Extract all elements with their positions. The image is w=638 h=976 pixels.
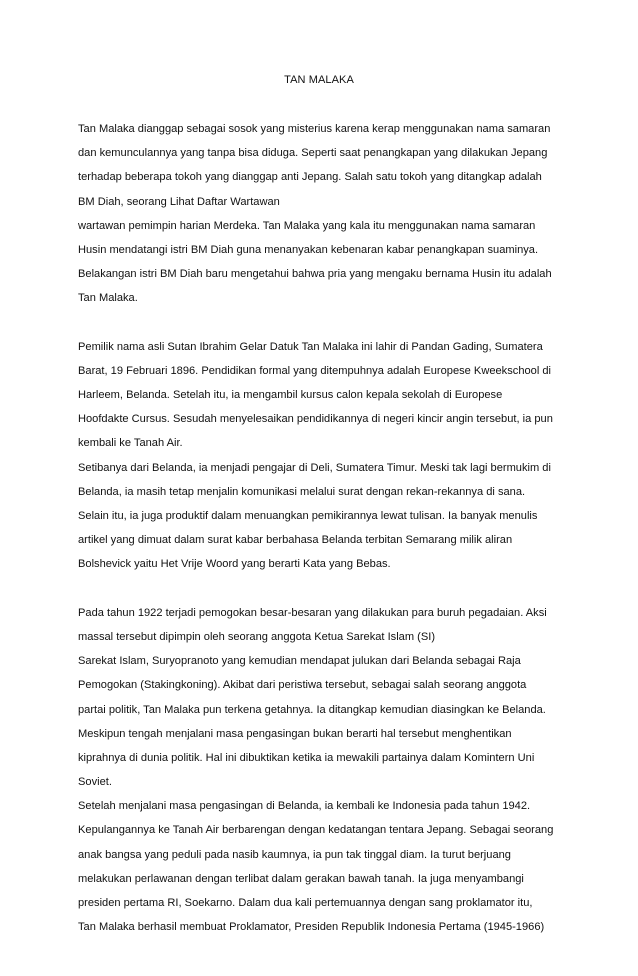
- text-line: Barat, 19 Februari 1896. Pendidikan formal yang ditempuhnya adalah Europese Kweekschool di: [78, 364, 552, 377]
- text-line: melakukan perlawanan dengan terlibat dalam gerakan bawah tanah. Ia juga menyambangi: [78, 872, 524, 885]
- text-line: terhadap beberapa tokoh yang dianggap anti Jepang. Salah satu tokoh yang ditangkap adalah: [78, 171, 542, 184]
- text-line: Kepulangannya ke Tanah Air berbarengan dengan kedatangan tentara Jepang. Sebagai seorang: [78, 824, 554, 837]
- text-line: Tan Malaka.: [78, 292, 138, 305]
- text-line: Soviet.: [78, 776, 112, 789]
- text-line: Tan Malaka dianggap sebagai sosok yang misterius karena kerap menggunakan nama samaran: [78, 123, 551, 135]
- text-line: anak bangsa yang peduli pada nasib kaumnya, ia pun tak tinggal diam. Ia turut berjuang: [78, 848, 511, 861]
- paragraph-3: [78, 601, 570, 940]
- text-line: artikel yang dimuat dalam surat kabar berbahasa Belanda terbitan Semarang milik aliran: [78, 534, 513, 547]
- text-line: wartawan pemimpin harian Merdeka. Tan Malaka yang kala itu menggunakan nama samaran: [78, 219, 536, 232]
- text-line: BM Diah, seorang Lihat Daftar Wartawan: [78, 195, 280, 208]
- text-line: Belanda, ia masih tetap menjalin komunikasi melalui surat dengan rekan-rekannya di sana.: [78, 485, 526, 498]
- paragraph-2: [78, 335, 570, 577]
- text-line: Setelah menjalani masa pengasingan di Belanda, ia kembali ke Indonesia pada tahun 1942.: [78, 800, 531, 813]
- text-line: Hoofdakte Cursus. Sesudah menyelesaikan pendidikannya di negeri kincir angin tersebut, ia pun: [78, 413, 553, 426]
- text-line: kiprahnya di dunia politik. Hal ini dibuktikan ketika ia mewakili partainya dalam Komintern Uni: [78, 751, 535, 764]
- text-line: Belakangan istri BM Diah baru mengetahui bahwa pria yang mengaku bernama Husin itu adalah: [78, 268, 552, 281]
- text-line: Meskipun tengah menjalani masa pengasingan bukan berarti hal tersebut menghentikan: [78, 727, 512, 740]
- paragraph-spacer: [78, 311, 570, 335]
- text-line: partai politik, Tan Malaka pun terkena getahnya. Ia ditangkap kemudian diasingkan ke Belanda.: [78, 703, 546, 716]
- paragraph-1: [78, 117, 570, 311]
- document-title: TAN MALAKA: [284, 74, 354, 86]
- text-line: dan kemunculannya yang tanpa bisa diduga. Seperti saat penangkapan yang dilakukan Jepang: [78, 147, 548, 160]
- paragraph-spacer: [78, 577, 570, 601]
- text-line: Harleem, Belanda. Setelah itu, ia mengambil kursus calon kepala sekolah di Europese: [78, 389, 503, 402]
- text-line: Selain itu, ia juga produktif dalam menuangkan pemikirannya lewat tulisan. Ia banyak menulis: [78, 510, 538, 522]
- document-body: [78, 117, 570, 939]
- text-line: Husin mendatangi istri BM Diah guna menanyakan kebenaran kabar penangkapan suaminya.: [78, 243, 539, 256]
- text-line: kembali ke Tanah Air.: [78, 437, 183, 450]
- text-line: massal tersebut dipimpin oleh seorang anggota Ketua Sarekat Islam (SI): [78, 630, 436, 643]
- text-line: Tan Malaka berhasil membuat Proklamator, Presiden Republik Indonesia Pertama (1945-1966): [78, 921, 545, 934]
- text-line: Sarekat Islam, Suryopranoto yang kemudian mendapat julukan dari Belanda sebagai Raja: [78, 655, 521, 668]
- text-line: Pada tahun 1922 terjadi pemogokan besar-besaran yang dilakukan para buruh pegadaian. Aksi: [78, 606, 547, 619]
- text-line: Setibanya dari Belanda, ia menjadi pengajar di Deli, Sumatera Timur. Meski tak lagi bermukim di: [78, 461, 551, 474]
- text-line: Pemogokan (Stakingkoning). Akibat dari peristiwa tersebut, sebagai salah seorang anggota: [78, 679, 527, 692]
- text-line: presiden pertama RI, Soekarno. Dalam dua kali pertemuannya dengan sang proklamator itu,: [78, 897, 533, 909]
- text-line: Bolshevick yaitu Het Vrije Woord yang berarti Kata yang Bebas.: [78, 558, 391, 571]
- text-line: Pemilik nama asli Sutan Ibrahim Gelar Datuk Tan Malaka ini lahir di Pandan Gading, Sumatera: [78, 340, 543, 353]
